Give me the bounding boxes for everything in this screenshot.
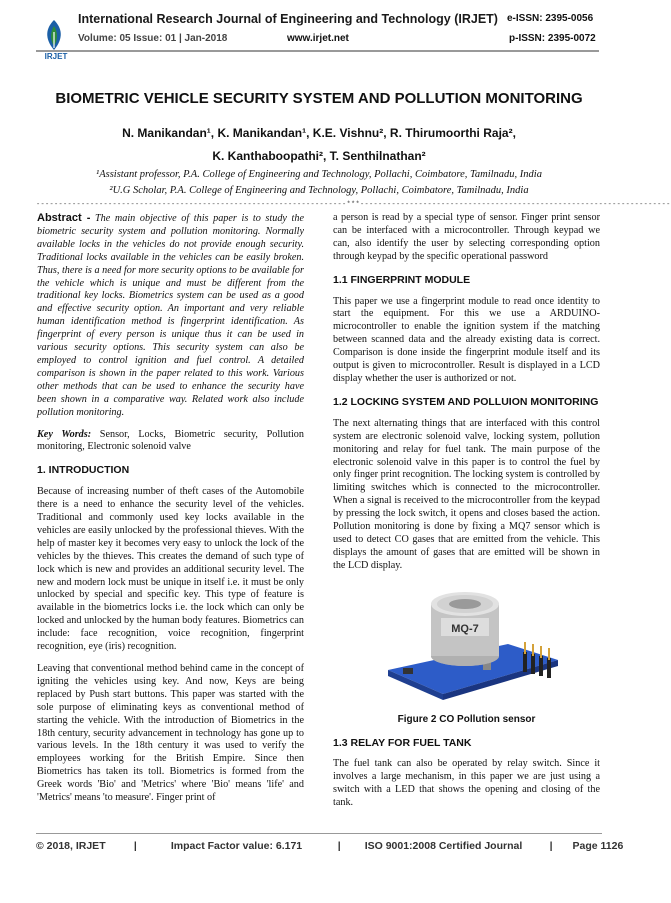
figure-caption: Figure 2 CO Pollution sensor bbox=[397, 713, 536, 725]
section-heading-relay: 1.3 RELAY FOR FUEL TANK bbox=[333, 736, 472, 749]
section-heading-fingerprint: 1.1 FINGERPRINT MODULE bbox=[333, 273, 471, 286]
authors-line-2: K. Kanthaboopathi², T. Senthilnathan² bbox=[212, 149, 426, 163]
affiliation-2: ²U.G Scholar, P.A. College of Engineering and Technology, Pollachi, Coimbatore, Tamilnadu, India bbox=[109, 185, 529, 196]
footer-separator: | bbox=[549, 840, 553, 852]
section-heading-introduction: 1. INTRODUCTION bbox=[37, 464, 130, 477]
sensor-label: MQ-7 bbox=[451, 622, 479, 635]
pissn: p-ISSN: 2395-0072 bbox=[509, 33, 596, 44]
locking-paragraph: The next alternating things that are interfaced with this control system are electronic solenoid valve, locking system, pollution monitoring and relay for fuel tank. The main purpose of the electronic solenoid valve in this paper is to control the fuel by only finger print recognition. The locking system is controlled by limiting switches which is connected to the microcontroller. When a signal is received to the microcontroller from the keypad by pressing the lock switch, it opens and closes based the action. Pollution monitoring is done by fixing a MQ7 sensor which is used to detect CO gases that are emitted from the vehicle. This displays the amount of gases that are emitted will be shown in the LCD display. bbox=[333, 417, 600, 571]
footer-iso: ISO 9001:2008 Certified Journal bbox=[364, 840, 523, 852]
journal-title: International Research Journal of Engineering and Technology (IRJET) bbox=[78, 12, 498, 26]
authors-line-1: N. Manikandan¹, K. Manikandan¹, K.E. Vishnu², R. Thirumoorthi Raja², bbox=[122, 126, 516, 140]
volume-issue: Volume: 05 Issue: 01 | Jan-2018 bbox=[78, 33, 228, 44]
header-divider bbox=[36, 50, 599, 52]
mq7-sensor-image bbox=[333, 582, 600, 708]
footer-impact-factor: Impact Factor value: 6.171 bbox=[170, 840, 303, 852]
abstract-text: The main objective of this paper is to study the biometric security system and pollution monitoring. Normally available locks in the vehicles do not provide enough security. Traditional locks available in the vehicles can be easily broken. Thus, there is a need for more security options to be available for the vehicle which is unique and must be different from the traditional key locks. Biometrics system can be used as a good and effective security option. An important and very reliable human identification method is fingerprint identification. As fingerprint of every person is unique thus it can be used in various security options. This security system can also be employed to control ignition and fuel control. A detailed comparison is shown in the paper related to this work. Various other methods that can be used to enhance the security have been shown in a comparative way. Related work also include pollution monitoring. bbox=[37, 213, 304, 418]
journal-website-link[interactable]: www.irjet.net bbox=[287, 33, 349, 44]
footer-separator: | bbox=[133, 840, 137, 852]
footer-separator: | bbox=[337, 840, 341, 852]
logo-text: IRJET bbox=[44, 52, 68, 61]
keywords-label: Key Words: bbox=[37, 428, 92, 440]
abstract-label: Abstract - bbox=[37, 212, 91, 224]
abstract bbox=[37, 212, 304, 420]
section-heading-locking: 1.2 LOCKING SYSTEM AND POLLUION MONITORING bbox=[333, 395, 599, 408]
relay-paragraph: The fuel tank can also be operated by relay switch. Since it involves a large mechanism, in this paper we are just using a switch with a LED that shows the opening and closing of the tank. bbox=[333, 758, 600, 809]
footer-divider bbox=[36, 833, 602, 834]
footer-copyright: © 2018, IRJET bbox=[36, 840, 106, 852]
section-separator: ---------------------------------------------------------------------***--------------------------------------------------------------------- bbox=[36, 201, 671, 209]
footer bbox=[36, 840, 624, 852]
eissn: e-ISSN: 2395-0056 bbox=[507, 13, 594, 24]
left-column bbox=[37, 212, 304, 814]
intro-paragraph-1: Because of increasing number of theft cases of the Automobile there is a need to enhance the security level of the vehicles. Traditional and commonly used key locks available in the vehicles are easily unlocked by the professional thieves. With the help of master key it becomes very easy to unlock the lock of the vehicles by the thieves. This creates the demand of such type of lock which is new and provides an additional security level. The new and modern lock must be unique in itself i.e. it must be only unlocked by special and specific key. This type of feature is available in the biometrics locks i.e. the lock which can only be locked and unlocked by the human body features. Biometrics can include: face recognition, voice recognition, fingerprint recognition, eye (iris) recognition. bbox=[37, 486, 304, 653]
irjet-logo-icon bbox=[40, 18, 68, 52]
intro-paragraph-2: Leaving that conventional method behind came in the concept of igniting the vehicles using key. And now, Keys are being replaced by Push start buttons. This paper was started with the sole purpose of eliminating keys as conventional method of starting the vehicle. With the introduction of Biometrics in the 18th century, security advancement in technology has gone up to various levels. In the 18th century it was used to verify the employees working for the British Empire. Since then Biometrics has taken its toll. Biometrics is formed from the Greek words 'Bio' and 'Metrics' where 'Bio' means 'life' and 'Metrics' means 'to measure'. Finger print of bbox=[37, 663, 304, 804]
keywords-text: Sensor, Locks, Biometric security, Pollution monitoring, Electronic solenoid valve bbox=[37, 428, 304, 453]
footer-page-number: Page 1126 bbox=[572, 840, 624, 852]
paper-title: BIOMETRIC VEHICLE SECURITY SYSTEM AND POLLUTION MONITORING bbox=[55, 90, 583, 107]
keywords bbox=[37, 429, 304, 455]
fingerprint-paragraph: This paper we use a fingerprint module to read once identity to start the equipment. For this we use a ARDUINO-microcontroller to enable the ignition system if the matching between scanned data and the already existing data is correct. Comparison is done inside the fingerprint module itself and its output is given to microcontroller. Result is displayed in a LCD display whether the user is authorized or not. bbox=[333, 295, 600, 384]
intro-continued-paragraph: a person is read by a special type of sensor. Finger print sensor can be interfaced with a microcontroller. Through keypad we can, also identify the user by selecting corresponding option through keypad by the specific operational password bbox=[333, 212, 600, 262]
right-column bbox=[333, 212, 600, 819]
affiliation-1: ¹Assistant professor, P.A. College of Engineering and Technology, Pollachi, Coimbatore, Tamilnadu, India bbox=[96, 169, 542, 180]
